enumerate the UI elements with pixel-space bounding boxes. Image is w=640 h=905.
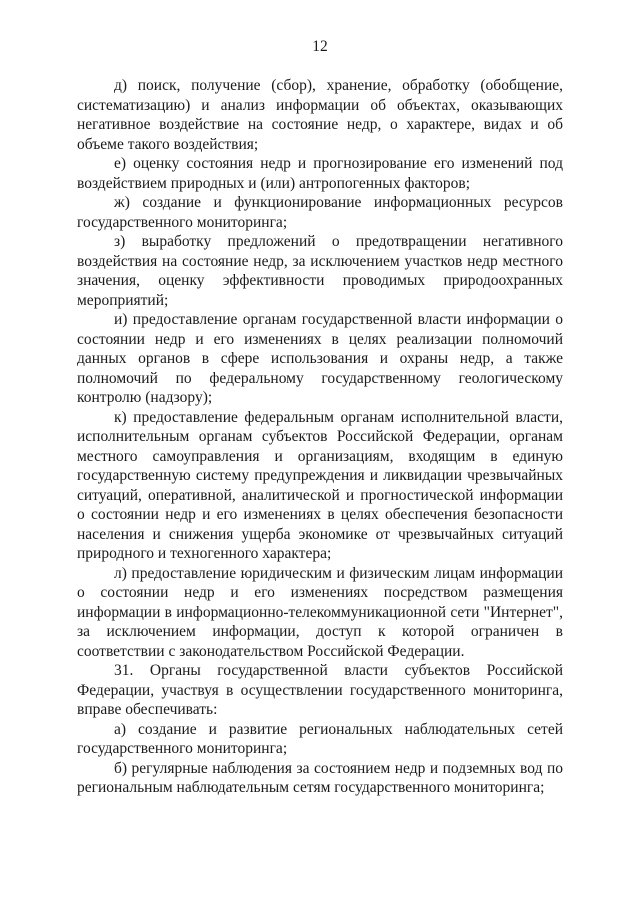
paragraph-e: е) оценку состояния недр и прогнозирование его изменений под воздействием природных и (или) антропогенных факторов; bbox=[77, 155, 563, 192]
document-body bbox=[77, 76, 563, 798]
paragraph-zh: ж) создание и функционирование информационных ресурсов государственного мониторинга; bbox=[77, 194, 563, 231]
paragraph-31: 31. Органы государственной власти субъектов Российской Федерации, участвуя в осуществлении государственного мониторинга, вправе обеспечивать: bbox=[77, 662, 563, 718]
paragraph-k: к) предоставление федеральным органам исполнительной власти, исполнительным органам субъектов Российской Федерации, органам местного самоуправления и организациям, входящим в единую государственную систему предупреждения и ликвидации чрезвычайных ситуаций, оперативной, аналитической и прогностической информации о состоянии недр и его изменениях в целях обеспечения безопасности населения и снижения ущерба экономике от чрезвычайных ситуаций природного и техногенного характера; bbox=[77, 408, 563, 562]
paragraph-d: д) поиск, получение (сбор), хранение, обработку (обобщение, систематизацию) и анализ информации об объектах, оказывающих негативное воздействие на состояние недр, о характере, видах и об объеме такого воздействия; bbox=[77, 77, 563, 153]
paragraph-b: б) регулярные наблюдения за состоянием недр и подземных вод по региональным наблюдательным сетям государственного мониторинга; bbox=[77, 759, 563, 796]
paragraph-i: и) предоставление органам государственной власти информации о состоянии недр и его изменениях в целях реализации полномочий данных органов в сфере использования и охраны недр, а также полномочий по федеральному государственному геологическому контролю (надзору); bbox=[77, 311, 563, 406]
paragraph-l: л) предоставление юридическим и физическим лицам информации о состоянии недр и его изменениях посредством размещения информации в информационно-телекоммуникационной сети "Интернет", за исключением информации, доступ к которой ограничен в соответствии с законодательством Российской Федерации. bbox=[77, 564, 563, 660]
paragraph-z: з) выработку предложений о предотвращении негативного воздействия на состояние недр, за исключением участков недр местного значения, оценку эффективности проводимых природоохранных мероприятий; bbox=[77, 233, 563, 309]
page-number: 12 bbox=[312, 38, 328, 55]
paragraph-a: а) создание и развитие региональных наблюдательных сетей государственного мониторинга; bbox=[77, 720, 563, 757]
